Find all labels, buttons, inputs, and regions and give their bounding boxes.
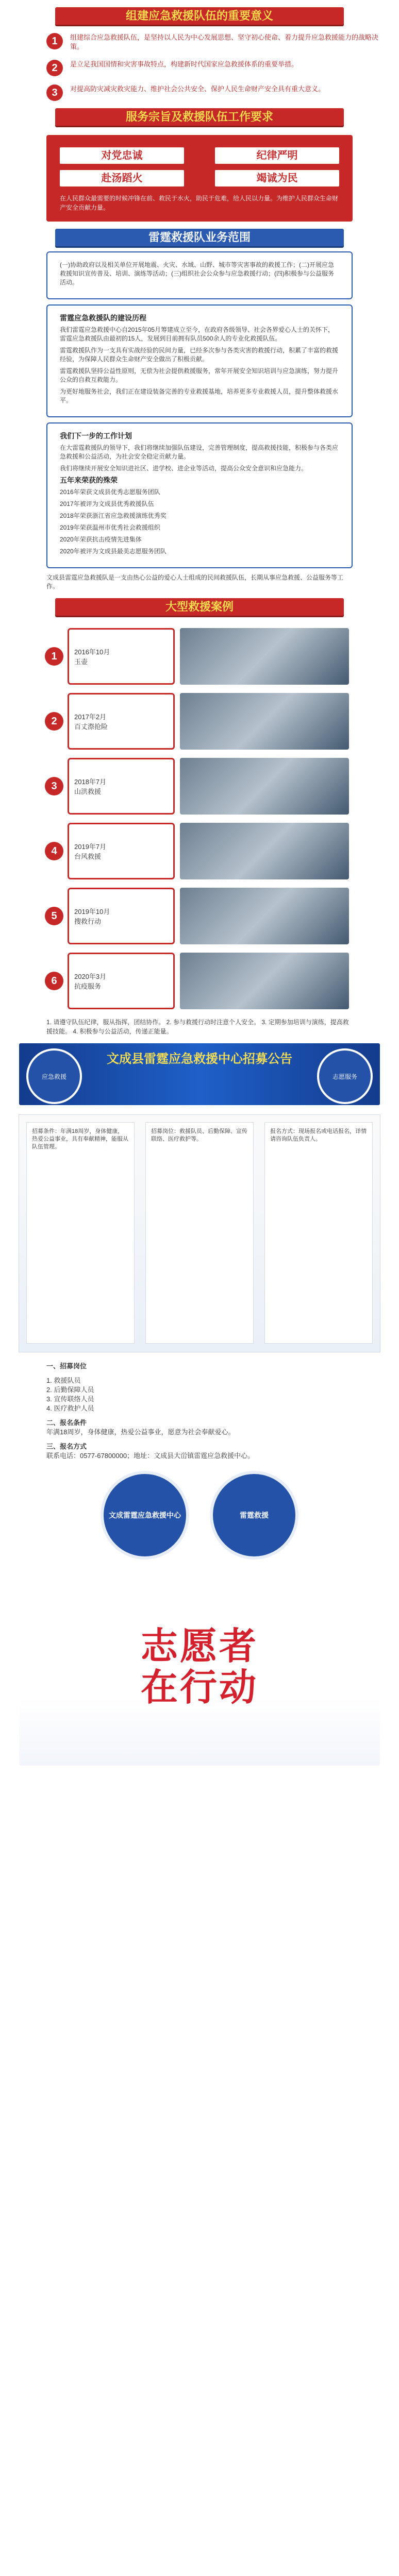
volunteer-title: 志愿者	[140, 1626, 258, 1667]
honor-line: 2018年荣获浙江省应急救援演练优秀奖	[60, 512, 167, 519]
signup-item: 4. 医疗救护人员	[46, 1404, 94, 1412]
plan-card	[46, 422, 353, 568]
case-number: 1	[45, 647, 63, 666]
logos-row	[0, 1471, 399, 1560]
honors-heading: 五年来荣获的殊荣	[60, 476, 118, 484]
logo-left: 文成雷霆应急救援中心	[101, 1471, 189, 1560]
mission-text: 在人民群众最需要的时候冲锋在前、救民于水火，助民于危难，给人民以力量。为维护人民群众生命财产安全贡献力量。	[60, 195, 339, 211]
case-item	[45, 758, 354, 815]
honor-line: 2017年被评为文成县优秀救援队伍	[60, 500, 154, 507]
significance-item	[46, 60, 378, 76]
mission-grid	[60, 147, 339, 187]
case-photo	[180, 693, 349, 750]
item-text: 组建综合应急救援队伍，是坚持以人民为中心发展思想、坚守初心使命、着力提升应急救援能力的战略决策。	[70, 33, 379, 50]
volunteer-subtitle: 在行动	[140, 1667, 258, 1708]
notes-text: 1. 请遵守队伍纪律，服从指挥，团结协作。 2. 参与救援行动时注意个人安全。 3. 定期参加培训与演练，提高救援技能。 4. 积极参与公益活动，传递正能量。	[46, 1019, 349, 1035]
recruit-banner	[19, 1043, 380, 1105]
section-title-scope: 雷霆救援队业务范围	[55, 229, 344, 246]
signup-contact: 联系电话：0577-67800000；地址：文成县大峃镇雷霆应急救援中心。	[46, 1452, 255, 1460]
item-number: 3	[46, 84, 63, 101]
case-number: 4	[45, 842, 63, 860]
case-number: 3	[45, 777, 63, 795]
intro-paragraph: 雷霆救援队坚持公益性原则，无偿为社会提供救援服务，常年开展安全知识培训与应急演练，努力提升公众的自救互救能力。	[60, 367, 339, 383]
case-date: 2017年2月	[74, 713, 107, 721]
item-number: 2	[46, 60, 63, 76]
mission-block	[46, 135, 353, 222]
mission-slogan: 赴汤蹈火	[60, 170, 184, 187]
intro-paragraph: 雷霆救援队作为一支具有实战经验的民间力量，已经多次参与各类灾害的救援行动，积累了丰富的救援经验，为保障人民群众生命财产安全做出了积极贡献。	[60, 347, 339, 363]
item-number: 1	[46, 33, 63, 49]
case-card	[68, 693, 175, 750]
signup-list	[46, 1376, 353, 1413]
case-photo	[180, 628, 349, 685]
honor-line: 2020年荣获抗击疫情先进集体	[60, 536, 142, 543]
plan-heading: 我们下一步的工作计划	[60, 432, 132, 440]
case-number: 6	[45, 972, 63, 990]
item-text: 对提高防灾减灾救灾能力、维护社会公共安全、保护人民生命财产安全具有重大意义。	[70, 85, 325, 93]
case-place: 抗疫服务	[74, 982, 102, 990]
page	[0, 7, 399, 2576]
case-item	[45, 953, 354, 1009]
case-number: 2	[45, 712, 63, 731]
case-place: 搜救行动	[74, 918, 102, 925]
section-title-significance: 组建应急救援队伍的重要意义	[55, 7, 344, 25]
signup-section	[46, 1362, 353, 1461]
description-text: 文成县雷霆应急救援队是一支由热心公益的爱心人士组成的民间救援队伍，长期从事应急救援、公益服务等工作。	[46, 574, 344, 590]
case-photo	[180, 953, 349, 1009]
signup-item: 1. 救援队员	[46, 1377, 81, 1384]
plan-paragraph: 我们将继续开展安全知识进社区、进学校、进企业等活动，提高公众安全意识和应急能力。	[60, 465, 308, 472]
case-photo	[180, 823, 349, 879]
honor-line: 2020年被评为文成县最美志愿服务团队	[60, 548, 167, 555]
intro-paragraph: 我们雷霆应急救援中心自2015年05月筹建成立至今，在政府各级领导、社会各界爱心人士的关怀下，雷霆应急救援队由最初的15人，发展到目前拥有队员500余人的专业化救援队伍。	[60, 326, 335, 342]
case-item	[45, 693, 354, 750]
case-number: 5	[45, 907, 63, 925]
case-date: 2020年3月	[74, 973, 107, 980]
case-photo	[180, 758, 349, 815]
mission-slogan: 竭诚为民	[215, 170, 339, 187]
case-card	[68, 953, 175, 1009]
case-card	[68, 888, 175, 944]
poster-column: 招募条件：年满18周岁，身体健康，热爱公益事业，具有奉献精神，能服从队伍管理。	[26, 1122, 135, 1344]
volunteer-banner	[19, 1570, 380, 1766]
case-photo	[180, 888, 349, 944]
banner-title: 文成县雷霆应急救援中心招募公告	[107, 1052, 292, 1066]
signup-item: 3. 宣传联络人员	[46, 1395, 94, 1403]
signup-item: 2. 后勤保障人员	[46, 1386, 94, 1394]
intro-card	[46, 304, 353, 417]
poster-column: 招募岗位：救援队员、后勤保障、宣传联络、医疗救护等。	[145, 1122, 254, 1344]
case-date: 2019年10月	[74, 908, 110, 916]
case-date: 2016年10月	[74, 648, 110, 656]
honor-line: 2016年荣获文成县优秀志愿服务团队	[60, 488, 160, 496]
case-item	[45, 888, 354, 944]
case-card	[68, 823, 175, 879]
scope-text: (一)协助政府以及相关单位开展地震、火灾、水域、山野、城市等灾害事故的救援工作；(二)开展应急救援知识宣传普及、培训、演练等活动；(三)组织社会公众参与应急救援行动；(四)积极参与公益服务活动。	[60, 261, 334, 286]
cases-timeline	[45, 628, 354, 1009]
case-card	[68, 758, 175, 815]
case-item	[45, 628, 354, 685]
case-place: 百丈漈抢险	[74, 723, 108, 731]
item-text: 是立足我国国情和灾害事故特点，构建新时代国家应急救援体系的重要举措。	[70, 60, 298, 68]
badge-left: 应急救援	[26, 1048, 82, 1104]
mission-slogan: 纪律严明	[215, 147, 339, 164]
signup-heading: 三、报名方式	[46, 1443, 87, 1450]
signup-heading: 二、报名条件	[46, 1419, 87, 1427]
logo-right: 雷霆救援	[210, 1471, 298, 1560]
intro-paragraph: 为更好地服务社会，我们正在建设装备完善的专业救援基地，培养更多专业救援人员，提升整体救援水平。	[60, 388, 339, 404]
poster-column: 报名方式：现场报名或电话报名，详情请咨询队伍负责人。	[264, 1122, 373, 1344]
scope-card	[46, 251, 353, 299]
case-date: 2019年7月	[74, 843, 107, 851]
significance-item	[46, 33, 378, 52]
section-title-cases: 大型救援案例	[55, 598, 344, 616]
case-item	[45, 823, 354, 879]
mission-slogan: 对党忠诚	[60, 147, 184, 164]
honor-line: 2019年荣获温州市优秀社会救援组织	[60, 524, 160, 531]
case-card	[68, 628, 175, 685]
section-title-mission: 服务宗旨及救援队伍工作要求	[55, 108, 344, 126]
case-place: 玉壶	[74, 658, 88, 666]
significance-item	[46, 84, 378, 101]
signup-heading: 一、招募岗位	[46, 1362, 87, 1370]
badge-right: 志愿服务	[317, 1048, 373, 1104]
case-place: 山洪救援	[74, 788, 102, 795]
plan-paragraph: 在大雷霆救援队的领导下，我们将继续加强队伍建设，完善管理制度，提高救援技能，积极参与各类应急救援和公益活动，为社会安全稳定贡献力量。	[60, 444, 339, 460]
intro-heading: 雷霆应急救援队的建设历程	[60, 314, 146, 322]
case-place: 台风救援	[74, 853, 102, 860]
recruit-poster	[19, 1114, 380, 1352]
case-date: 2018年7月	[74, 778, 107, 786]
signup-conditions: 年满18周岁，身体健康，热爱公益事业，愿意为社会奉献爱心。	[46, 1428, 235, 1436]
